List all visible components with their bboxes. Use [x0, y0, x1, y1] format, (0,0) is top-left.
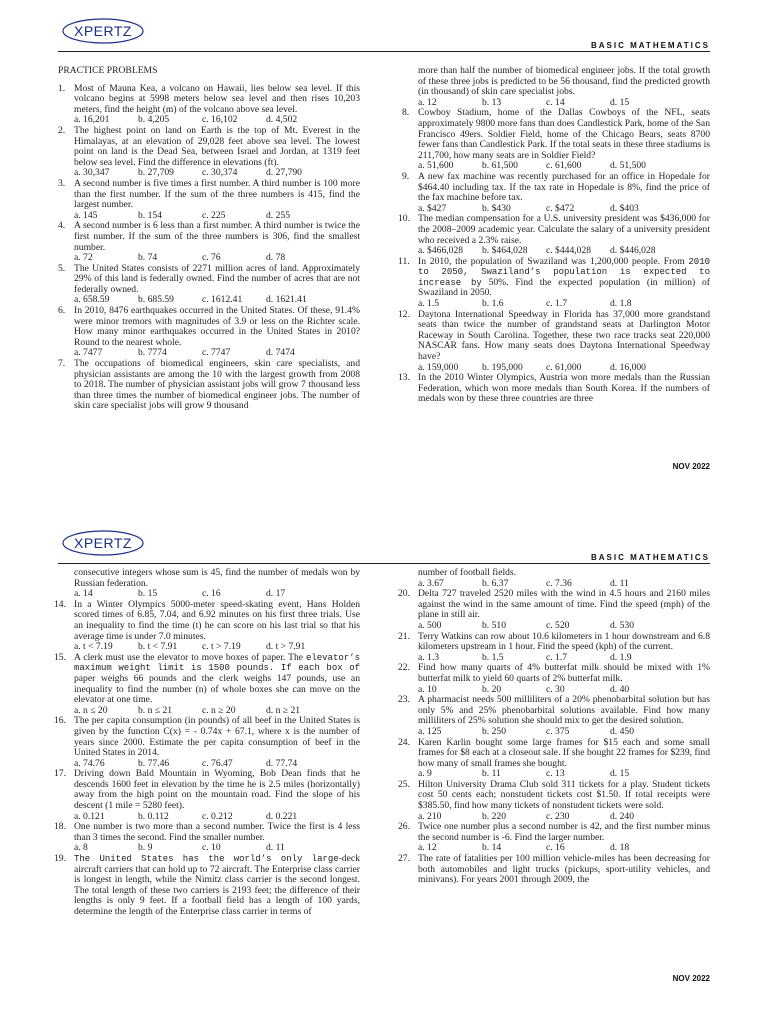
choice-d: d. 27,790 — [266, 167, 302, 179]
left-column — [54, 567, 360, 918]
question-7 — [58, 359, 360, 412]
choice-d: d. 51,500 — [610, 160, 646, 172]
choice-b: b. 15 — [138, 588, 158, 600]
question-27 — [398, 853, 710, 886]
question-number: 20. — [398, 588, 410, 600]
choice-d: d. $403 — [610, 202, 639, 214]
choice-c: c. $472 — [546, 202, 575, 214]
question-number: 2. — [58, 124, 66, 136]
question-text-typewriter: elevator’s maximum weight limit is 1500 pounds. If each box of — [74, 652, 360, 674]
brand-name: XPERTZ — [74, 23, 132, 39]
choice-d: d. 15 — [610, 768, 630, 780]
choice-c: c. 76.47 — [202, 757, 233, 769]
question-text: more than half the number of biomedical engineer jobs. If the total growth of these three jobs is predicted to be 56 thousand, find the predicted growth (in thousand) of skin care specialist jobs. — [418, 65, 710, 98]
choice-d: d. 77.74 — [266, 757, 298, 769]
footer-date: NOV 2022 — [672, 974, 710, 983]
choice-b: b. 685.59 — [138, 294, 174, 306]
question-text: Driving down Bald Mountain in Wyoming, Bob Dean finds that he descends 1600 feet in elevation by the time he is 2.5 miles (horizontally) away from the high point on the mountain road. Find the slope of his descent (1 mile = 5280 feet). — [74, 768, 360, 812]
choice-b: b. 77.46 — [138, 757, 170, 769]
choice-c: c. 375 — [546, 725, 570, 737]
brand-logo — [62, 18, 144, 44]
question-number: 19. — [54, 853, 66, 865]
question-number: 16. — [54, 715, 66, 727]
question-text-part: -deck aircraft carriers that can hold up to 72 aircraft. The Enterprise class carrier is longest in length, while the Nimitz class carrier is the second longest. The total length of these two carriers is 2193 feet; the difference of their lengths is only 9 feet. If a football field has a length of 100 yards, determine the length of the Enterprise class carrier in terms of — [74, 853, 360, 917]
question-14 — [54, 598, 360, 642]
question-13 — [398, 372, 710, 405]
choice-c: c. 30,374 — [202, 167, 238, 179]
question-text: Delta 727 traveled 2520 miles with the wind in 4.5 hours and 2160 miles against the wind in the same amount of time. Find the speed (mph) of the plane in still air. — [418, 588, 710, 621]
question-number: 13. — [398, 372, 410, 384]
answer-choices — [58, 843, 360, 854]
question-text: number of football fields. — [418, 567, 517, 578]
question-8 — [402, 108, 710, 161]
question-number: 1. — [58, 82, 66, 94]
choice-d: d. 0.221 — [266, 810, 298, 822]
choice-d: d. 1.9 — [610, 651, 632, 663]
choice-a: a. 14 — [74, 588, 93, 600]
choice-d: d. 18 — [610, 842, 630, 854]
question-text: In the 2010 Winter Olympics, Austria won more medals than the Russian Federation, which won more medals than South Korea. If the numbers of medals won by these three countries are three — [418, 372, 710, 405]
question-18 — [54, 821, 360, 843]
question-1 — [58, 84, 360, 116]
question-text: The median compensation for a U.S. university president was $436,000 for the 2008–2009 academic year. Calculate the salary of a university president who received a 2.3% raise. — [418, 213, 710, 246]
choice-b: b. 11 — [482, 768, 501, 780]
choice-a: a. 74.76 — [74, 757, 105, 769]
question-text-part: 50%. Find the expected population (in million) of Swaziland in 2050. — [418, 276, 710, 299]
question-text: A second number is five times a first number. A third number is 100 more than the first number. If the sum of the three numbers is 415, find the largest number. — [74, 177, 360, 211]
choice-d: d. 1.8 — [610, 298, 632, 310]
question-19 — [54, 853, 360, 918]
question-24 — [398, 736, 710, 770]
question-text: Hilton University Drama Club sold 311 tickets for a play. Student tickets cost 50 cents each; nonstudent tickets cost $1.50. If total receipts were $385.50, find how many tickets of nonstudent tickets were sold. — [418, 778, 710, 812]
header-title: BASIC MATHEMATICS — [590, 553, 710, 562]
left-column — [58, 66, 360, 412]
question-20 — [398, 588, 710, 621]
question-10 — [398, 213, 710, 246]
question-4 — [58, 221, 360, 253]
question-text: Twice one number plus a second number is 42, and the first number minus the second number is -6. Find the larger number. — [418, 821, 710, 843]
choice-a: a. 210 — [418, 810, 442, 822]
choice-b: b. 14 — [482, 842, 502, 854]
section-heading: PRACTICE PROBLEMS — [58, 65, 158, 76]
question-15 — [54, 651, 360, 706]
question-number: 7. — [58, 358, 66, 370]
question-number: 22. — [398, 662, 410, 674]
choice-c: c. 30 — [546, 683, 565, 695]
choice-b: b. 27,709 — [138, 167, 174, 179]
question-text-part: paper weighs 66 pounds and the clerk weighs 147 pounds, use an inequality to find the number (n) of whole boxes she can move on the elevator at one time. — [74, 672, 360, 706]
choice-a: a. $466,028 — [418, 245, 464, 257]
choice-d: d. 4,502 — [266, 114, 298, 126]
question-number: 24. — [398, 736, 410, 748]
choice-c: c. 16,102 — [202, 114, 238, 126]
question-26 — [398, 821, 710, 843]
question-text — [74, 653, 360, 706]
choice-d: d. 240 — [610, 810, 634, 822]
choice-b: b. 1.6 — [482, 298, 504, 310]
question-number: 10. — [398, 213, 410, 225]
header-divider — [58, 563, 710, 564]
choice-c: c. t > 7.19 — [202, 641, 241, 653]
choice-b: b. n ≤ 21 — [138, 704, 173, 716]
choice-c: c. 230 — [546, 810, 570, 822]
question-number: 14. — [54, 598, 66, 610]
question-22 — [398, 662, 710, 684]
choice-b: b. 9 — [138, 842, 153, 854]
choice-c: c. 225 — [202, 209, 226, 221]
choice-b: b. 154 — [138, 209, 162, 221]
question-9 — [402, 172, 710, 204]
choice-a: a. 12 — [418, 842, 437, 854]
question-number: 8. — [402, 107, 410, 119]
choice-c: c. 7.36 — [546, 577, 572, 589]
question-number: 18. — [54, 821, 66, 833]
header-title: BASIC MATHEMATICS — [590, 41, 710, 50]
question-number: 21. — [398, 630, 410, 642]
question-text: Cowboy Stadium, home of the Dallas Cowboys of the NFL, seats approximately 9800 more fans than does Candlestick Park, home of the San Francisco 49ers. Soldier Field, home of the Chicago Bears, seats 8700 fewer fans than Candlestick Park. If the total seats in these three stadiums is 211,700, how many seats are in Soldier Field? — [418, 107, 710, 161]
question-text — [418, 257, 710, 299]
question-text: One number is two more than a second number. Twice the first is 4 less than 3 times the second. Find the smaller number. — [74, 821, 360, 843]
choice-b: b. 1.5 — [482, 651, 504, 663]
choice-b: b. 61,500 — [482, 160, 518, 172]
choice-b: b. t < 7.91 — [138, 641, 178, 653]
choice-c: c. 520 — [546, 619, 570, 631]
question-text-typewriter: The United States has the world’s only large — [74, 854, 339, 865]
question-text: A pharmacist needs 500 milliliters of a 20% phenobarbital solution but has only 5% and 25% phenobarbital solutions available. Find how many milliliters of 25% solution she should mix to get the desired solution. — [418, 694, 710, 727]
choice-a: a. 7477 — [74, 347, 103, 359]
choice-d: d. n ≥ 21 — [266, 704, 301, 716]
choice-c: c. 61,000 — [546, 361, 582, 373]
question-12 — [398, 308, 710, 363]
brand-logo — [62, 530, 144, 556]
question-2 — [58, 126, 360, 168]
choice-a: a. 10 — [418, 683, 437, 695]
choice-a: a. 72 — [74, 252, 93, 264]
choice-c: c. 1.7 — [546, 298, 568, 310]
choice-b: b. 195,000 — [482, 361, 523, 373]
choice-a: a. 1.3 — [418, 651, 440, 663]
question-number: 23. — [398, 694, 410, 706]
header-divider — [58, 51, 710, 52]
choice-a: a. 1.5 — [418, 298, 440, 310]
choice-c: c. 1.7 — [546, 651, 568, 663]
choice-a: a. t < 7.19 — [74, 641, 113, 653]
choice-a: a. 145 — [74, 209, 98, 221]
right-column — [398, 567, 710, 886]
answer-choices — [402, 727, 710, 738]
question-text: In 2010, 8476 earthquakes occurred in the United States. Of these, 91.4% were minor tremors with magnitudes of 3.9 or less on the Richter scale. How many minor earthquakes occurred in the United States in 2010? Round to the nearest whole. — [74, 305, 360, 348]
question-number: 4. — [58, 220, 66, 232]
question-text: The United States consists of 2271 million acres of land. Approximately 29% of this land is federally owned. Find the number of acres that are not federally owned. — [74, 262, 360, 295]
question-text-typewriter: 2010 to 2050, Swaziland’s population is expected to increase by — [418, 256, 710, 288]
choice-c: c. 7747 — [202, 347, 231, 359]
question-7-continued — [402, 66, 710, 98]
choice-b: b. 7774 — [138, 347, 167, 359]
question-number: 27. — [398, 853, 410, 865]
question-number: 6. — [58, 305, 66, 317]
choice-c: c. 76 — [202, 252, 221, 264]
question-text: The occupations of biomedical engineers, skin care specialists, and physician assistants are among the 10 with the largest growth from 2008 to 2018. The number of physician assistant jobs will grow 7 thousand less than three times the number of biomedical engineer jobs. The number of skin care specialist jobs will grow 9 thousand — [74, 358, 360, 412]
question-text: The highest point on land on Earth is the top of Mt. Everest in the Himalayas, at an elevation of 29,028 feet above sea level. The lowest point on land is the Dead Sea, between Israel and Jordan, at 1319 feet below sea level. Find the difference in elevations (ft). — [74, 124, 360, 168]
choice-a: a. 9 — [418, 768, 432, 780]
footer-date: NOV 2022 — [672, 462, 710, 471]
choice-b: b. 74 — [138, 252, 158, 264]
question-17 — [54, 768, 360, 812]
question-number: 3. — [58, 177, 66, 189]
question-23 — [398, 694, 710, 727]
question-text — [74, 854, 360, 918]
question-number: 5. — [58, 262, 66, 274]
question-number: 25. — [398, 778, 410, 790]
question-text: Karen Karlin bought some large frames for $15 each and some small frames for $8 each at a closeout sale. If she bought 22 frames for $239, find how many of small frames she bought. — [418, 736, 710, 769]
choice-c: c. 0.212 — [202, 810, 233, 822]
choice-a: a. 12 — [418, 96, 437, 108]
choice-b: b. $464,028 — [482, 245, 528, 257]
choice-a: a. 51,600 — [418, 160, 454, 172]
question-text: consecutive integers whose sum is 45, find the number of medals won by Russian federation. — [74, 567, 360, 589]
question-text: Terry Watkins can row about 10.6 kilometers in 1 hour downstream and 6.8 kilometers upstream in 1 hour. Find the speed (kph) of the current. — [418, 630, 710, 653]
choice-d: d. 1621.41 — [266, 294, 307, 306]
choice-a: a. 30,347 — [74, 167, 110, 179]
question-text: The per capita consumption (in pounds) of all beef in the United States is given by the function C(x) = - 0.74x + 67.1, where x is the number of years since 2000. Estimate the per capita consumption of beef in the United States in 2014. — [74, 715, 360, 759]
choice-a: a. 658.59 — [74, 294, 110, 306]
choice-d: d. 17 — [266, 588, 286, 600]
choice-d: d. 78 — [266, 252, 286, 264]
question-text: Most of Mauna Kea, a volcano on Hawaii, lies below sea level. If this volcano begins at 5998 meters below sea level and then rises 10,203 meters, find the height (m) of the volcano above sea level. — [74, 82, 360, 115]
choice-a: a. $427 — [418, 202, 447, 214]
question-number: 15. — [54, 651, 66, 663]
choice-c: c. 13 — [546, 768, 565, 780]
choice-a: a. 16,201 — [74, 114, 110, 126]
choice-d: d. 530 — [610, 619, 634, 631]
question-16 — [54, 715, 360, 759]
answer-choices — [402, 621, 710, 632]
question-21 — [398, 630, 710, 653]
question-text-part: A clerk must use the elevator to move boxes of paper. The — [74, 651, 304, 663]
choice-a: a. 8 — [74, 842, 88, 854]
choice-d: d. $446,028 — [610, 245, 656, 257]
choice-b: b. 20 — [482, 683, 502, 695]
choice-a: a. n ≤ 20 — [74, 704, 108, 716]
choice-b: b. 250 — [482, 725, 506, 737]
choice-b: b. $430 — [482, 202, 511, 214]
choice-a: a. 159,000 — [418, 361, 459, 373]
choice-d: d. 16,000 — [610, 361, 646, 373]
question-text: A new fax machine was recently purchased for an office in Hopedale for $464.40 including tax. If the tax rate in Hopedale is 8%, find the price of the fax machine before tax. — [418, 170, 710, 204]
choice-c: c. $444,028 — [546, 245, 592, 257]
question-text: A second number is 6 less than a first number. A third number is twice the first number. If the sum of the three numbers is 306, find the smallest number. — [74, 220, 360, 253]
choice-a: a. 0.121 — [74, 810, 105, 822]
choice-b: b. 13 — [482, 96, 502, 108]
question-19-continued — [402, 568, 710, 579]
question-text-part: In 2010, the population of Swaziland was 1,200,000 people. From — [418, 255, 685, 267]
choice-b: b. 220 — [482, 810, 506, 822]
choice-a: a. 500 — [418, 619, 442, 631]
choice-c: c. 16 — [546, 842, 565, 854]
choice-b: b. 6.37 — [482, 577, 509, 589]
question-25 — [398, 778, 710, 812]
choice-a: a. 125 — [418, 725, 442, 737]
question-text: In a Winter Olympics 5000-meter speed-skating event, Hans Holden scored times of 6.85, 7.04, and 6.92 minutes on his first three trials. Use an inequality to find the time (t) he can score on his last trial so that his average time is under 7.0 minutes. — [74, 598, 360, 642]
choice-b: b. 4,205 — [138, 114, 170, 126]
question-5 — [58, 264, 360, 296]
choice-b: b. 0.112 — [138, 810, 169, 822]
choice-c: c. n ≥ 20 — [202, 704, 236, 716]
choice-d: d. 255 — [266, 209, 290, 221]
question-number: 11. — [398, 255, 410, 267]
choice-d: d. 7474 — [266, 347, 295, 359]
page-2 — [0, 512, 768, 1024]
question-text: Find how many quarts of 4% butterfat milk should be mixed with 1% butterfat milk to yield 60 quarts of 2% butterfat milk. — [418, 662, 710, 684]
question-text: Daytona International Speedway in Florida has 37,000 more grandstand seats than twice the number of grandstand seats at Darlington Motor Raceway in South Carolina. Together, these two race tracks seat 220,000 NASCAR fans. How many seats does Daytona International Speedway have? — [418, 308, 710, 363]
question-11 — [398, 255, 710, 299]
choice-d: d. 11 — [610, 577, 629, 589]
question-number: 9. — [402, 170, 410, 182]
choice-d: d. 11 — [266, 842, 285, 854]
choice-c: c. 16 — [202, 588, 221, 600]
choice-d: d. 450 — [610, 725, 634, 737]
choice-c: c. 10 — [202, 842, 221, 854]
question-13-continued — [58, 568, 360, 589]
right-column — [398, 65, 710, 405]
choice-a: a. 3.67 — [418, 577, 444, 589]
choice-d: d. 15 — [610, 96, 630, 108]
brand-name: XPERTZ — [74, 535, 132, 551]
choice-d: d. t > 7.91 — [266, 641, 306, 653]
question-number: 26. — [398, 821, 410, 833]
choice-b: b. 510 — [482, 619, 506, 631]
question-number: 12. — [398, 308, 410, 320]
question-3 — [58, 179, 360, 211]
choice-d: d. 40 — [610, 683, 630, 695]
question-text: The rate of fatalities per 100 million vehicle-miles has been decreasing for both automobiles and light trucks (pickups, sport-utility vehicles, and minivans). For years 2001 through 2009, the — [418, 853, 710, 886]
choice-c: c. 1612.41 — [202, 294, 243, 306]
question-number: 17. — [54, 768, 66, 780]
choice-c: c. 61,600 — [546, 160, 582, 172]
question-6 — [58, 306, 360, 348]
choice-c: c. 14 — [546, 96, 565, 108]
